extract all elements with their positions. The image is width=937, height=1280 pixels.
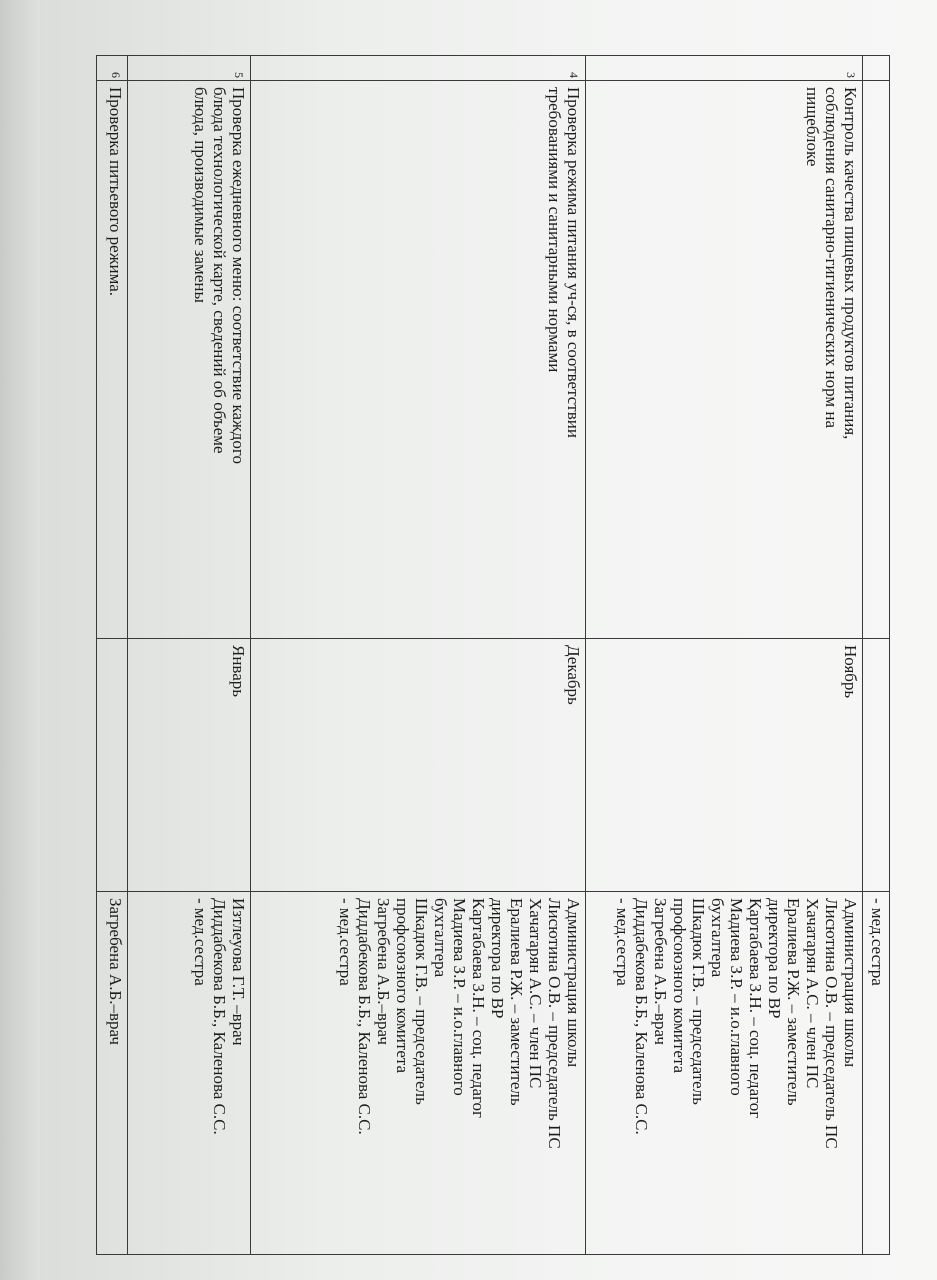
task-line: Проверка питьевого режима. (106, 87, 125, 297)
control-plan-table (96, 55, 890, 1255)
responsible-line: бухгалтера (431, 898, 450, 978)
task-line: Проверка ежедневного меню: соответствие каждого (229, 87, 248, 464)
responsible-line: Диддабекова Б.Б., Каленова С.С. (210, 898, 229, 1135)
task-line: Проверка режима питания уч-ся, в соответствии (564, 87, 583, 438)
responsible-line: директора по ВР (488, 898, 507, 1019)
responsible-line: Картабаева З.Н. – соц. педагог (469, 898, 488, 1119)
responsible-line: Изтлеуова Г.Т. –врач (229, 898, 248, 1046)
responsible-line: Диддабекова Б.Б., Каленова С.С. (632, 898, 651, 1135)
row-number: 5 (128, 56, 251, 81)
table-row (586, 56, 863, 1255)
row-number (863, 56, 890, 81)
row-number: 3 (586, 56, 863, 81)
task-line: блюда технологической карте, сведений об объеме (210, 87, 229, 454)
responsible-line: профсоюзного комитета (670, 898, 689, 1074)
responsible-line: Администрация школы (841, 898, 860, 1068)
responsible-cell (586, 892, 863, 1255)
responsible-line: - мед.сестра (191, 898, 210, 986)
task-line: блюда, производимые замены (191, 87, 210, 303)
responsible-line: Ералиева Р.Ж. – заместитель (507, 898, 526, 1106)
responsible-line: Лисютина О.В. – председатель ПС (545, 898, 564, 1149)
responsible-line: Мадиева З.Р. – и.о.главного (450, 898, 469, 1096)
task-line: требованиями и санитарными нормами (545, 87, 564, 373)
row-number: 6 (97, 56, 128, 81)
month-cell (863, 639, 890, 892)
responsible-cell (97, 892, 128, 1255)
table-row (863, 56, 890, 1255)
responsible-line: Хачатарян А.С. – член ПС (526, 898, 545, 1089)
task-line: соблюдения санитарно-гигиенических норм на (822, 87, 841, 429)
task-cell (586, 81, 863, 639)
responsible-line: - мед.сестра (613, 898, 632, 986)
task-line: Контроль качества пищевых продуктов питания, (841, 87, 860, 440)
responsible-line: Мадиева З.Р. – и.о.главного (727, 898, 746, 1096)
responsible-line: - мед.сестра (868, 898, 887, 986)
row-number: 4 (251, 56, 586, 81)
month-cell (97, 639, 128, 892)
task-cell (128, 81, 251, 639)
responsible-line: Администрация школы (564, 898, 583, 1068)
table-row (128, 56, 251, 1255)
responsible-line: Ералиева Р.Ж. – заместитель (784, 898, 803, 1106)
responsible-line: Шкадюк Г.В. – председатель (689, 898, 708, 1105)
table-row (97, 56, 128, 1255)
responsible-line: Загребена А.Б.–врач (106, 898, 125, 1045)
responsible-line: Загребена А.Б.–врач (651, 898, 670, 1045)
task-cell (863, 81, 890, 639)
responsible-line: - мед.сестра (336, 898, 355, 986)
task-line: пищеблоке (803, 87, 822, 167)
responsible-line: профсоюзного комитета (393, 898, 412, 1074)
month-cell: Ноябрь (586, 639, 863, 892)
responsible-line: Шкадюк Г.В. – председатель (412, 898, 431, 1105)
responsible-line: Қартабаева З.Н. – соц. педагог (746, 898, 765, 1119)
responsible-cell (863, 892, 890, 1255)
responsible-cell (251, 892, 586, 1255)
task-cell (97, 81, 128, 639)
responsible-line: Хачатарян А.С. – член ПС (803, 898, 822, 1089)
responsible-line: директора по ВР (765, 898, 784, 1019)
table-row (251, 56, 586, 1255)
responsible-cell (128, 892, 251, 1255)
rotated-document-page (58, 55, 890, 1255)
responsible-line: Диддабекова Б.Б., Каленова С.С. (355, 898, 374, 1135)
month-cell: Декабрь (251, 639, 586, 892)
paper-edge-shadow (0, 0, 40, 1280)
month-cell: Январь (128, 639, 251, 892)
task-cell (251, 81, 586, 639)
responsible-line: бухгалтера (708, 898, 727, 978)
responsible-line: Загребена А.Б.–врач (374, 898, 393, 1045)
responsible-line: Лисютина О.В. – председатель ПС (822, 898, 841, 1149)
